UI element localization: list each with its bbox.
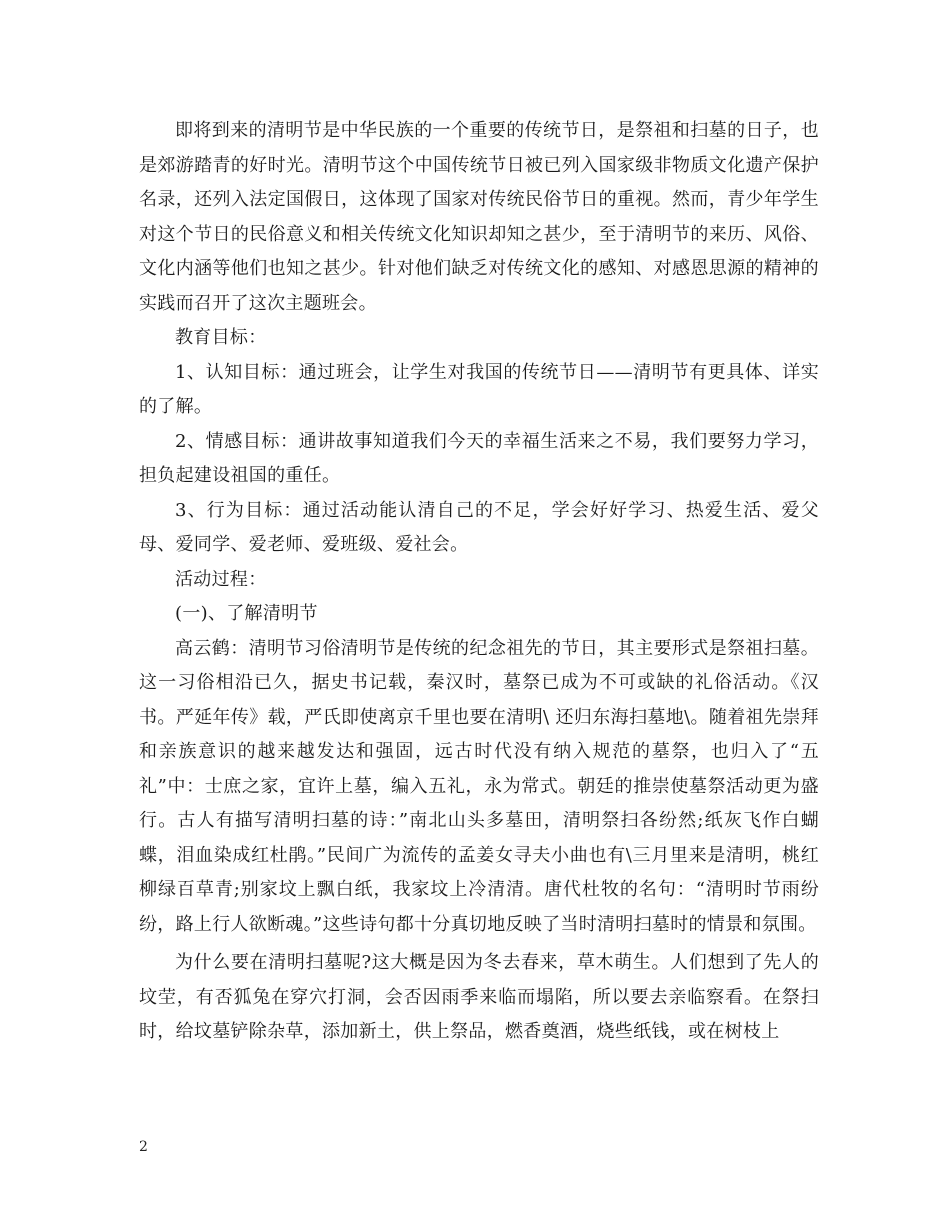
paragraph-education-goals-heading: 教育目标： <box>175 327 267 348</box>
document-body <box>139 114 819 1050</box>
paragraph-emotional-goal: 2、情感目标：通讲故事知道我们今天的幸福生活来之不易，我们要努力学习，担负起建设祖国的重任。 <box>139 430 819 486</box>
paragraph-activity-process-heading: 活动过程： <box>175 568 267 590</box>
paragraph-why-tomb-sweeping: 为什么要在清明扫墓呢?这大概是因为冬去春来，草木萌生。人们想到了先人的坟茔，有否狐兔在穿穴打洞，会否因雨季来临而塌陷，所以要去亲临察看。在祭扫时，给坟墓铲除杂草，添加新土，供上祭品，燃香奠酒，烧些纸钱，或在树枝上 <box>139 952 819 1042</box>
paragraph-qingming-customs: 高云鹤：清明节习俗清明节是传统的纪念祖先的节日，其主要形式是祭祖扫墓。这一习俗相沿已久，据史书记载，秦汉时，墓祭已成为不可或缺的礼俗活动。《汉书。严延年传》载，严氏即使离京千里也要在清明\ 还归东海扫墓地\。随着祖先崇拜和亲族意识的越来越发达和强固，远古时代没有纳入规范的墓祭，也归入了“五礼”中：士庶之家，宜许上墓，编入五礼，永为常式。朝廷的推崇使墓祭活动更为盛行。古人有描写清明扫墓的诗：”南北山头多墓田，清明祭扫各纷然;纸灰飞作白蝴蝶，泪血染成红杜鹃。”民间广为流传的孟姜女寻夫小曲也有\三月里来是清明，桃红柳绿百草青;别家坟上飘白纸，我家坟上冷清清。唐代杜牧的名句：“清明时节雨纷纷，路上行人欲断魂。”这些诗句都十分真切地反映了当时清明扫墓时的情景和氛围。 <box>139 637 819 935</box>
paragraph-behavior-goal: 3、行为目标：通过活动能认清自己的不足，学会好好学习、热爱生活、爱父母、爱同学、爱老师、爱班级、爱社会。 <box>139 499 819 555</box>
paragraph-intro: 即将到来的清明节是中华民族的一个重要的传统节日，是祭祖和扫墓的日子，也是郊游踏青的好时光。清明节这个中国传统节日被已列入国家级非物质文化遗产保护名录，还列入法定国假日，这体现了国家对传统民俗节日的重视。然而，青少年学生对这个节日的民俗意义和相关传统文化知识却知之甚少，至于清明节的来历、风俗、文化内涵等他们也知之甚少。针对他们缺乏对传统文化的感知、对感恩思源的精神的实践而召开了这次主题班会。 <box>139 120 819 314</box>
paragraph-section-one-heading: (一)、了解清明节 <box>175 603 318 624</box>
page-number: 2 <box>139 1139 148 1155</box>
paragraph-cognitive-goal: 1、认知目标：通过班会，让学生对我国的传统节日——清明节有更具体、详实的了解。 <box>139 361 819 417</box>
